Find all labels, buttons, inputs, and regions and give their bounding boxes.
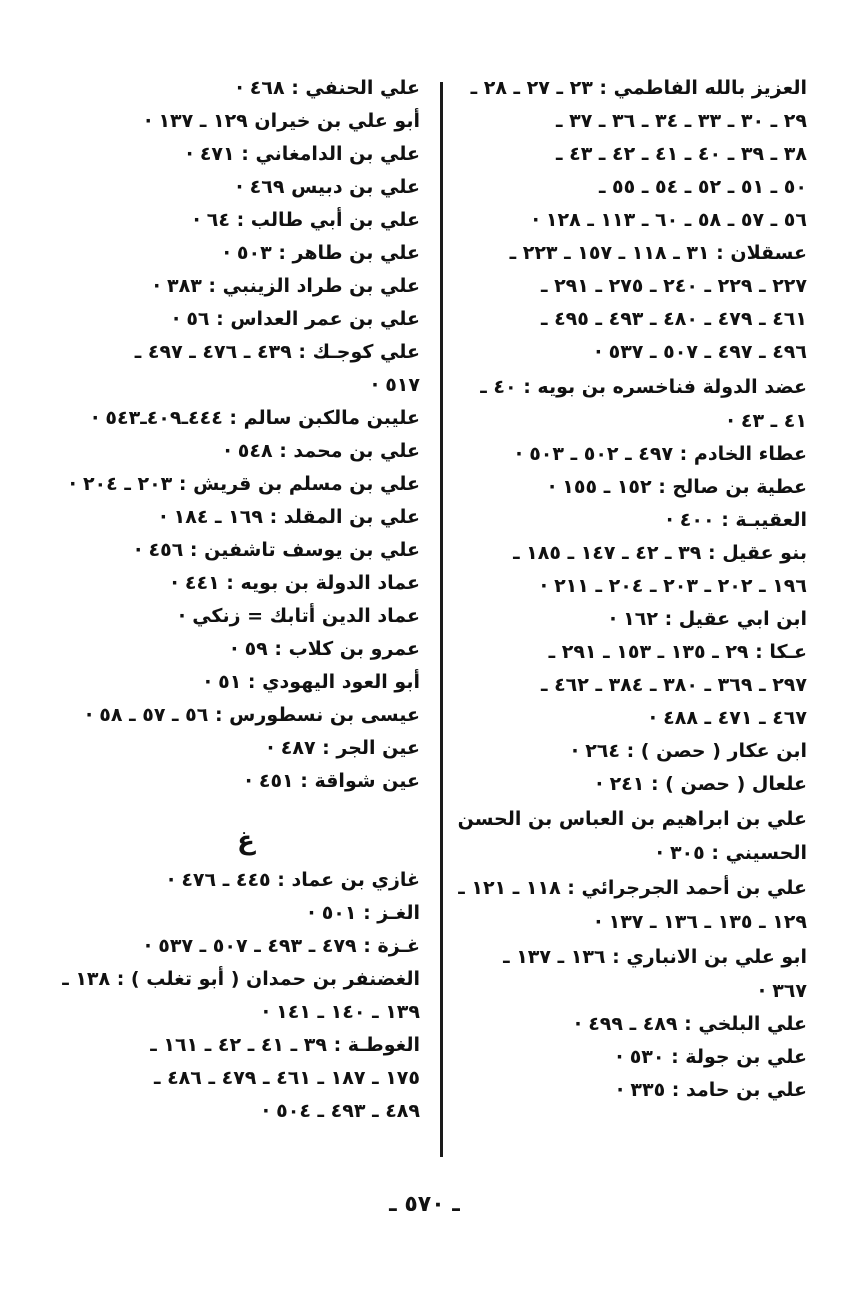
index-entry-line: ٣٨ ـ ٣٩ ـ ٤٠ ـ ٤١ ـ ٤٢ ـ ٤٣ ـ: [556, 143, 807, 165]
left-column-entries-ain: [69, 72, 420, 798]
index-entry-line: عين شواقة : ٤٥١ ·: [245, 770, 420, 792]
index-entry-line: ١٩٦ ـ ٢٠٢ ـ ٢٠٣ ـ ٢٠٤ ـ ٢١١ ·: [540, 575, 807, 597]
index-entry-line: علي بن يوسف تاشفين : ٤٥٦ ·: [134, 539, 420, 561]
index-entry-line: أبو العود اليهودي : ٥١ ·: [204, 671, 420, 693]
index-entry-line: عين الجر : ٤٨٧ ·: [266, 737, 420, 759]
index-entry-line: ٥٦ ـ ٥٧ ـ ٥٨ ـ ٦٠ ـ ١١٣ ـ ١٢٨ ·: [532, 209, 807, 231]
index-entry-line: عطاء الخادم : ٤٩٧ ـ ٥٠٢ ـ ٥٠٣ ·: [515, 443, 807, 465]
index-entry-line: عليبن مالكبن سالم : ٤٤٤ـ٤٠٩ـ٥٤٣ ·: [91, 407, 420, 429]
page-number: ـ ٥٧٠ ـ: [389, 1192, 460, 1217]
index-entry-line: علي بن محمد : ٥٤٨ ·: [223, 440, 420, 462]
index-entry-line: ٤٩٦ ـ ٤٩٧ ـ ٥٠٧ ـ ٥٣٧ ·: [594, 341, 807, 363]
index-entry-line: ١٧٥ ـ ١٨٧ ـ ٤٦١ ـ ٤٧٩ ـ ٤٨٦ ـ: [153, 1067, 420, 1089]
index-entry-line: الغضنفر بن حمدان ( أبو تغلب ) : ١٣٨ ـ: [62, 968, 420, 990]
index-entry-line: عسقلان : ٣١ ـ ١١٨ ـ ١٥٧ ـ ٢٢٣ ـ: [509, 242, 807, 264]
index-entry-line: عـكا : ٢٩ ـ ١٣٥ ـ ١٥٣ ـ ٢٩١ ـ: [548, 641, 807, 663]
index-entry-line: علي بن دبيس ٤٦٩ ·: [235, 176, 420, 198]
index-entry-line: العزيز بالله الفاطمي : ٢٣ ـ ٢٧ ـ ٢٨ ـ: [470, 77, 807, 99]
index-entry-line: علي بن الدامغاني : ٤٧١ ·: [185, 143, 420, 165]
index-entry-line: علي بن طراد الزينبي : ٣٨٣ ·: [153, 275, 420, 297]
column-divider: [440, 82, 443, 1157]
index-entry-line: علي بن ابراهيم بن العباس بن الحسن: [457, 808, 807, 830]
index-entry-line: الغوطـة : ٣٩ ـ ٤١ ـ ٤٢ ـ ١٦١ ـ: [150, 1034, 420, 1056]
left-column: [62, 72, 420, 1128]
index-entry-line: عطية بن صالح : ١٥٢ ـ ١٥٥ ·: [548, 476, 807, 498]
index-entry-line: ابو علي بن الانباري : ١٣٦ ـ ١٣٧ ـ: [503, 946, 807, 968]
index-entry-line: علي البلخي : ٤٨٩ ـ ٤٩٩ ·: [574, 1013, 807, 1035]
index-entry-line: عماد الدولة بن بويه : ٤٤١ ·: [171, 572, 420, 594]
index-entry-line: ٢٢٧ ـ ٢٢٩ ـ ٢٤٠ ـ ٢٧٥ ـ ٢٩١ ـ: [540, 275, 807, 297]
index-entry-line: ٣٦٧ ·: [758, 980, 807, 1002]
index-entry-line: ٢٩ ـ ٣٠ ـ ٣٣ ـ ٣٤ ـ ٣٦ ـ ٣٧ ـ: [556, 110, 807, 132]
index-entry-line: العقيبـة : ٤٠٠ ·: [665, 509, 807, 531]
index-entry-line: ٤٨٩ ـ ٤٩٣ ـ ٥٠٤ ·: [262, 1100, 420, 1122]
index-entry-line: ابن ابي عقيل : ١٦٢ ·: [609, 608, 807, 630]
index-entry-line: عضد الدولة فناخسره بن بويه : ٤٠ ـ: [480, 376, 807, 398]
index-entry-line: علي الحنفي : ٤٦٨ ·: [235, 77, 420, 99]
index-entry-line: ٥١٧ ·: [371, 374, 420, 396]
index-entry-line: علي بن مسلم بن قريش : ٢٠٣ ـ ٢٠٤ ·: [69, 473, 420, 495]
index-entry-line: عمرو بن كلاب : ٥٩ ·: [230, 638, 420, 660]
index-entry-line: الحسيني : ٣٠٥ ·: [656, 842, 807, 864]
index-entry-line: ١٢٩ ـ ١٣٥ ـ ١٣٦ ـ ١٣٧ ·: [594, 911, 807, 933]
index-entry-line: ٥٠ ـ ٥١ ـ ٥٢ ـ ٥٤ ـ ٥٥ ـ: [598, 176, 807, 198]
index-entry-line: الغـز : ٥٠١ ·: [307, 902, 420, 924]
index-entry-line: علي بن المقلد : ١٦٩ ـ ١٨٤ ·: [159, 506, 420, 528]
left-column-entries-ghain: [62, 864, 420, 1128]
index-entry-line: ابن عكار ( حصن ) : ٢٦٤ ·: [571, 740, 807, 762]
index-entry-line: علي بن جولة : ٥٣٠ ·: [615, 1046, 807, 1068]
index-entry-line: عيسى بن نسطورس : ٥٦ ـ ٥٧ ـ ٥٨ ·: [85, 704, 420, 726]
index-entry-line: علعال ( حصن ) : ٢٤١ ·: [595, 773, 807, 795]
index-entry-line: علي بن أبي طالب : ٦٤ ·: [192, 209, 420, 231]
index-entry-line: ١٣٩ ـ ١٤٠ ـ ١٤١ ·: [262, 1001, 420, 1023]
index-entry-line: عماد الدين أتابك = زنكي ·: [178, 605, 420, 627]
section-heading: غ: [237, 826, 255, 856]
right-column: [455, 72, 807, 1107]
index-entry-line: بنو عقيل : ٣٩ ـ ٤٢ ـ ١٤٧ ـ ١٨٥ ـ: [513, 542, 807, 564]
index-entry-line: غـزة : ٤٧٩ ـ ٤٩٣ ـ ٥٠٧ ـ ٥٣٧ ·: [144, 935, 420, 957]
index-entry-line: علي بن عمر العداس : ٥٦ ·: [172, 308, 420, 330]
index-entry-line: أبو علي بن خيران ١٢٩ ـ ١٣٧ ·: [144, 110, 420, 132]
index-entry-line: ٤١ ـ ٤٣ ·: [727, 410, 807, 432]
index-entry-line: علي بن طاهر : ٥٠٣ ·: [223, 242, 420, 264]
index-entry-line: علي كوجـك : ٤٣٩ ـ ٤٧٦ ـ ٤٩٧ ـ: [134, 341, 420, 363]
index-entry-line: غازي بن عماد : ٤٤٥ ـ ٤٧٦ ·: [167, 869, 420, 891]
index-entry-line: ٢٩٧ ـ ٣٦٩ ـ ٣٨٠ ـ ٣٨٤ ـ ٤٦٢ ـ: [540, 674, 807, 696]
index-entry-line: ٤٦٧ ـ ٤٧١ ـ ٤٨٨ ·: [649, 707, 807, 729]
index-entry-line: علي بن حامد : ٣٣٥ ·: [616, 1079, 807, 1101]
index-entry-line: ٤٦١ ـ ٤٧٩ ـ ٤٨٠ ـ ٤٩٣ ـ ٤٩٥ ـ: [540, 308, 807, 330]
index-entry-line: علي بن أحمد الجرجرائي : ١١٨ ـ ١٢١ ـ: [458, 877, 807, 899]
